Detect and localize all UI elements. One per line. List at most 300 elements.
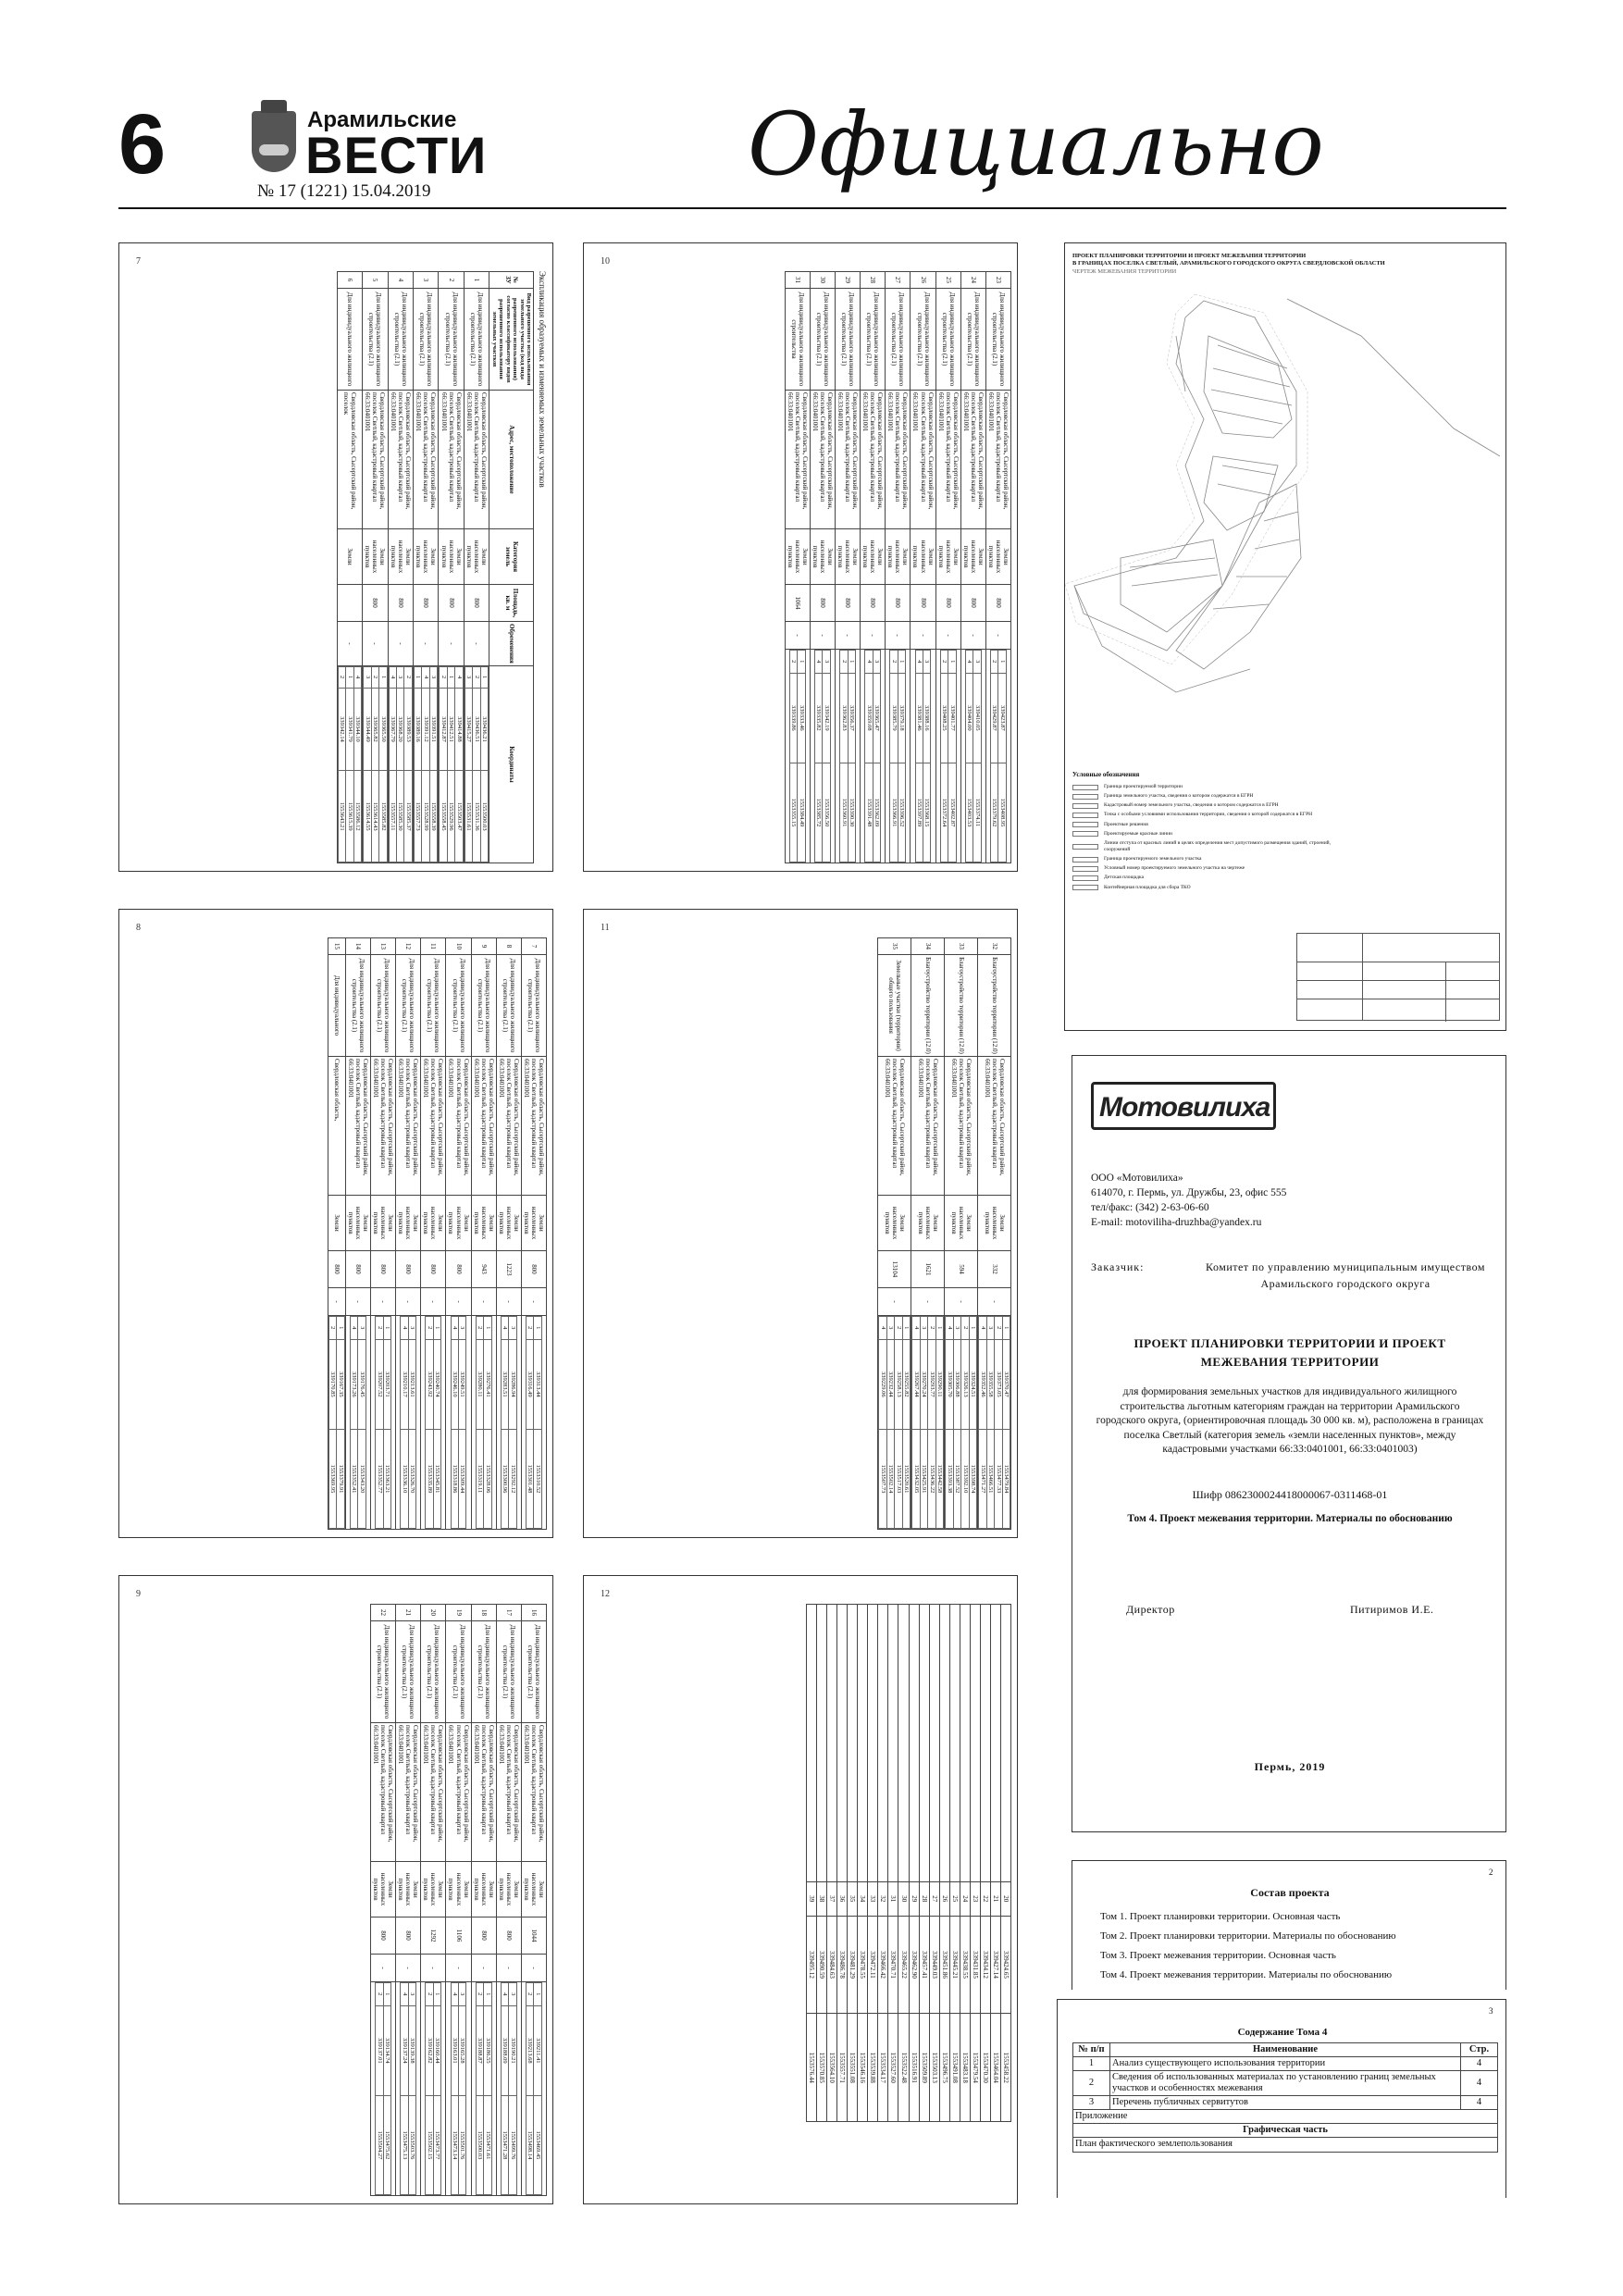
plot-use: Для индивидуального жилищного строительства (2.1) <box>464 289 489 391</box>
coat-of-arms-icon <box>252 111 296 172</box>
point-number: 2 <box>990 651 997 674</box>
point-number: 2 <box>526 1317 533 1340</box>
coordinate-row <box>960 1605 970 2122</box>
coordinates-subtable <box>451 1316 467 1529</box>
plot-address: Свердловская область, Сысертский район, поселок Светлый, кадастровый квартал 66:33:0401001 <box>886 391 911 529</box>
map-legend <box>1072 784 1350 894</box>
map-sheet <box>1064 242 1506 1031</box>
plot-coordinates <box>836 650 861 863</box>
table-row <box>496 1605 521 2196</box>
legend-swatch-icon <box>1072 857 1098 863</box>
x-coordinate: 339243.92 <box>426 1339 433 1429</box>
x-coordinate: 339249.51 <box>459 1339 466 1429</box>
y-coordinate: 1553586.12 <box>353 771 361 863</box>
coordinate-row <box>848 1605 858 2122</box>
x-coordinate: 339472.11 <box>868 1916 878 2014</box>
plot-coordinates <box>471 1982 496 2196</box>
contents-item: Том 2. Проект планировки территории. Материалы по обоснованию <box>1100 1930 1396 1942</box>
plot-category: Земли населенных пунктов <box>836 529 861 585</box>
point-number: 2 <box>895 1317 902 1340</box>
x-coordinate: 339436.21 <box>480 688 488 771</box>
y-coordinate: 1553517.03 <box>895 1429 902 1528</box>
plot-encumbrance: - <box>396 1288 421 1316</box>
coordinate-row <box>401 1317 408 1529</box>
coordinate-row <box>1000 1605 1010 2122</box>
coordinate-row <box>459 1317 466 1529</box>
coordinates-subtable <box>889 650 906 863</box>
x-coordinate: 339449.03 <box>929 1916 939 2014</box>
y-coordinate: 1553551.08 <box>848 2014 858 2122</box>
point-number: 1 <box>998 651 1006 674</box>
empty-cell <box>919 1605 929 1882</box>
y-coordinate: 1553362.09 <box>873 763 880 862</box>
table-header-cell: Площадь, кв. м <box>489 585 534 622</box>
legend-swatch-icon <box>1072 866 1098 872</box>
company-logo <box>1091 1082 1276 1130</box>
plot-address: Свердловская область, <box>328 1057 345 1196</box>
point-number: 4 <box>965 651 973 674</box>
plot-address: Свердловская область, Сысертский район, поселок Светлый, кадастровый квартал 66:33:0401001 <box>421 1723 446 1862</box>
plot-coordinates <box>960 650 985 863</box>
coordinate-row <box>823 651 830 863</box>
coordinate-row <box>408 1317 415 1529</box>
y-coordinate: 1553502.15 <box>426 2095 433 2194</box>
contents-item: Том 4. Проект межевания территории. Материалы по обоснованию <box>1100 1968 1393 1980</box>
toc-name: Перечень публичных сервитутов <box>1110 2096 1461 2110</box>
point-number: 1 <box>480 666 488 688</box>
plot-encumbrance: - <box>496 1955 521 1982</box>
toc-table <box>1072 2042 1498 2153</box>
y-coordinate: 1553546.16 <box>858 2014 868 2122</box>
plot-address: Свердловская область, Сысертский район, поселок Светлый, кадастровый квартал 66:33:0401001 <box>396 1723 421 1862</box>
plot-use: Для индивидуального жилищного строительства (2.1) <box>371 1621 396 1723</box>
plot-coordinates <box>396 1316 421 1530</box>
coordinate-row <box>953 1317 960 1529</box>
plot-encumbrance: - <box>836 622 861 650</box>
plot-address: Свердловская область, Сысертский район, поселок Светлый, кадастровый квартал 66:33:0401001 <box>446 1723 471 1862</box>
coordinate-row <box>358 1317 365 1529</box>
x-coordinate: 339385.79 <box>890 673 898 763</box>
plot-encumbrance: - <box>388 622 413 666</box>
y-coordinate: 1553309.44 <box>459 1429 466 1528</box>
plot-address: Свердловская область, Сысертский район, поселок Светлый, кадастровый квартал 66:33:0401001 <box>836 391 861 529</box>
coordinate-row <box>426 1317 433 1529</box>
y-coordinate: 1553442.58 <box>935 1429 943 1528</box>
point-number: 4 <box>501 1317 508 1340</box>
coordinate-row <box>949 1605 960 2122</box>
toc-row <box>1073 2071 1498 2096</box>
company-email: E-mail: motoviliha-druzhba@yandex.ru <box>1091 1217 1262 1228</box>
legend-item <box>1072 793 1350 800</box>
y-coordinate: 1553470.30 <box>980 2014 990 2122</box>
point-number: 4 <box>912 1317 920 1340</box>
plot-coordinates <box>345 1316 370 1530</box>
scan-page-11 <box>583 909 1018 1538</box>
plot-coordinates <box>471 1316 496 1530</box>
plot-coordinates <box>945 1316 978 1530</box>
table-row <box>396 938 421 1530</box>
empty-cell <box>827 1605 837 1882</box>
x-coordinate: 339356.37 <box>848 673 855 763</box>
empty-cell <box>929 1605 939 1882</box>
coordinate-row <box>928 1317 935 1529</box>
y-coordinate: 1553301.48 <box>526 1429 533 1528</box>
plot-encumbrance: - <box>521 1288 546 1316</box>
plot-number: 29 <box>836 272 861 289</box>
coordinate-row <box>873 651 880 863</box>
doc-volume: Том 4. Проект межевания территории. Материалы по обоснованию <box>1127 1513 1453 1524</box>
plot-use: Для индивидуального жилищного строительства (2.1) <box>836 289 861 391</box>
legend-item <box>1072 802 1350 809</box>
toc-page: 4 <box>1461 2071 1498 2096</box>
table-row <box>521 1605 546 2196</box>
x-coordinate: 339139.38 <box>408 2005 415 2095</box>
y-coordinate: 1553379.91 <box>337 1429 344 1528</box>
newspaper-logo <box>250 100 488 192</box>
toc-page: 4 <box>1461 2057 1498 2071</box>
plot-area <box>337 585 362 622</box>
plot-area: 1223 <box>496 1251 521 1288</box>
empty-cell <box>858 1605 868 1882</box>
plot-category: Земли населенных пунктов <box>861 529 886 585</box>
point-number: 2 <box>338 666 345 688</box>
coordinate-row <box>426 1983 433 2195</box>
x-coordinate: 339160.44 <box>433 2005 440 2095</box>
plot-coordinates <box>396 1982 421 2196</box>
plot-address: Свердловская область, Сысертский район, поселок Светлый, кадастровый квартал 66:33:0401001 <box>861 391 886 529</box>
plot-number: 9 <box>471 938 496 955</box>
x-coordinate: 339438.55 <box>960 1916 970 2014</box>
point-number: 2 <box>440 666 447 688</box>
x-coordinate: 339391.51 <box>429 688 437 771</box>
coordinate-row <box>455 666 463 862</box>
y-coordinate: 1553615.39 <box>346 771 353 863</box>
legend-item <box>1072 812 1350 818</box>
coordinates-subtable <box>375 1982 391 2195</box>
coordinate-row <box>935 1317 943 1529</box>
plot-use: Для индивидуального жилищного строительства (2.1) <box>521 955 546 1057</box>
plot-address: Свердловская область, Сысертский район, поселок Светлый, кадастровый квартал 66:33:0401001 <box>935 391 960 529</box>
y-coordinate: 1553360.91 <box>840 763 848 862</box>
x-coordinate: 339176.45 <box>358 1339 365 1429</box>
scan-page-number: 7 <box>136 256 141 267</box>
legend-item <box>1072 885 1350 891</box>
map-title-line: В ГРАНИЦАХ ПОСЕЛКА СВЕТЛЫЙ, АРАМИЛЬСКОГО ГОРОДСКОГО ОКРУГА СВЕРДЛОВСКОЙ ОБЛАСТИ <box>1072 260 1385 267</box>
plot-category: Земли населенных пунктов <box>521 1862 546 1917</box>
x-coordinate: 339370.47 <box>1002 1339 1010 1429</box>
x-coordinate: 339484.63 <box>827 1916 837 2014</box>
plot-area: 800 <box>396 1917 421 1955</box>
point-number: 3 <box>459 1983 466 2006</box>
y-coordinate: 1553585.30 <box>397 771 404 863</box>
plot-area: 800 <box>439 585 464 622</box>
y-coordinate: 1553471.61 <box>484 2095 491 2194</box>
legend-swatch-icon <box>1072 785 1098 790</box>
y-coordinate: 1553425.91 <box>920 1429 927 1528</box>
point-number: 1 <box>383 1317 390 1340</box>
plot-category: Земли населенных пунктов <box>363 529 388 585</box>
table-row <box>978 938 1011 1530</box>
x-coordinate: 339188.09 <box>501 2005 508 2095</box>
plot-encumbrance: - <box>421 1955 446 1982</box>
y-coordinate: 1553471.27 <box>979 1429 986 1528</box>
plot-use: Благоустройство территории (12.0) <box>945 955 978 1057</box>
legend-label: Контейнерная площадка для сбора ТКО <box>1104 884 1191 890</box>
toc-page: 4 <box>1461 2096 1498 2110</box>
contents-item: Том 1. Проект планировки территории. Основная часть <box>1100 1911 1341 1922</box>
point-number: 1 <box>534 1317 541 1340</box>
point-number: 1 <box>447 666 454 688</box>
table-row <box>911 938 945 1530</box>
plot-use: Для индивидуального жилищного строительства (2.1) <box>496 1621 521 1723</box>
point-number: 1 <box>848 651 855 674</box>
coordinate-row <box>840 651 848 863</box>
point-number: 3 <box>364 666 371 688</box>
table-title: Экспликация образуемых и изменяемых земельных участков <box>538 271 547 488</box>
doc-title-line-1: ПРОЕКТ ПЛАНИРОВКИ ТЕРРИТОРИИ И ПРОЕКТ <box>1134 1336 1446 1350</box>
coordinate-row <box>328 1317 336 1529</box>
plot-encumbrance: - <box>446 1288 471 1316</box>
table-header-cell: Обременения <box>489 622 534 666</box>
toc-plan: План фактического землепользования <box>1073 2138 1498 2152</box>
plot-area: 800 <box>371 1251 396 1288</box>
point-number: 32 <box>878 1882 888 1917</box>
coordinate-row <box>397 666 404 862</box>
table-row <box>810 272 835 863</box>
x-coordinate: 339137.01 <box>376 2005 383 2095</box>
toc-graphic-row <box>1073 2124 1498 2138</box>
plot-area: 1106 <box>446 1917 471 1955</box>
y-coordinate: 1553507.73 <box>879 1429 886 1528</box>
y-coordinate: 1553396.52 <box>898 763 905 862</box>
plot-coordinates <box>413 665 438 863</box>
coordinates-subtable <box>839 650 856 863</box>
plot-coordinates <box>886 650 911 863</box>
y-coordinate: 1553520.61 <box>902 1429 910 1528</box>
plot-area: 800 <box>985 585 1010 622</box>
x-coordinate: 339434.12 <box>980 1916 990 2014</box>
point-number: 4 <box>915 651 923 674</box>
plot-area: 13104 <box>878 1251 911 1288</box>
point-number: 1 <box>414 666 421 688</box>
x-coordinate: 339388.16 <box>923 673 931 763</box>
coordinate-row <box>837 1605 848 2122</box>
point-number: 38 <box>817 1882 827 1917</box>
plot-encumbrance: - <box>945 1288 978 1316</box>
coordinates-subtable <box>439 666 463 863</box>
table-row <box>985 272 1010 863</box>
table-row <box>371 938 396 1530</box>
coordinate-row <box>526 1983 533 2195</box>
y-coordinate: 1553408.95 <box>998 763 1006 862</box>
y-coordinate: 1553503.47 <box>455 771 463 863</box>
x-coordinate: 339365.50 <box>379 688 387 771</box>
coordinate-row <box>404 666 412 862</box>
plot-encumbrance: - <box>985 622 1010 650</box>
x-coordinate: 339478.55 <box>858 1916 868 2014</box>
plot-address: Свердловская область, Сысертский район, поселок Светлый, кадастровый квартал 66:33:0401001 <box>496 1057 521 1196</box>
x-coordinate: 339404.00 <box>965 673 973 763</box>
plot-area: 1621 <box>911 1251 945 1288</box>
toc-header-row <box>1073 2043 1498 2057</box>
map-subtitle: ЧЕРТЕЖ МЕЖЕВАНИЯ ТЕРРИТОРИИ <box>1072 267 1177 275</box>
point-number: 1 <box>379 666 387 688</box>
plot-address: Свердловская область, Сысертский район, поселок Светлый, кадастровый квартал 66:33:0401001 <box>345 1057 370 1196</box>
point-number: 4 <box>455 666 463 688</box>
y-coordinate: 1553491.08 <box>949 2014 960 2122</box>
y-coordinate: 1553539.88 <box>868 2014 878 2122</box>
plot-area: 1064 <box>785 585 810 622</box>
plot-number: 5 <box>363 272 388 289</box>
plot-encumbrance: - <box>421 1288 446 1316</box>
point-number: 4 <box>350 1317 357 1340</box>
x-coordinate: 339342.14 <box>338 688 345 771</box>
point-number: 2 <box>426 1317 433 1340</box>
coordinates-subtable <box>400 1982 416 2195</box>
plot-address: Свердловская область, Сысертский район, поселок Светлый, кадастровый квартал 66:33:0401001 <box>439 391 464 529</box>
toc-name: Анализ существующего использования территории <box>1110 2057 1461 2071</box>
y-coordinate: 1553328.06 <box>484 1429 491 1528</box>
point-number: 3 <box>509 1983 516 2006</box>
point-number: 1 <box>902 1317 910 1340</box>
x-coordinate: 339163.01 <box>451 2005 458 2095</box>
point-number: 2 <box>995 1317 1002 1340</box>
x-coordinate: 339431.85 <box>970 1916 980 2014</box>
coordinates-subtable <box>400 1316 416 1529</box>
plot-use: Для индивидуального жилищного строительства (2.1) <box>446 955 471 1057</box>
plot-address: Свердловская область, Сысертский район, поселок Светлый, кадастровый квартал 66:33:0401001 <box>371 1057 396 1196</box>
y-coordinate: 1553564.10 <box>827 2014 837 2122</box>
coordinate-row <box>827 1605 837 2122</box>
coordinate-row <box>878 1605 888 2122</box>
x-coordinate: 339283.51 <box>501 1339 508 1429</box>
coordinate-row <box>948 651 956 863</box>
plot-address: Свердловская область, Сысертский район, поселок Светлый, кадастровый квартал 66:33:0401001 <box>464 391 489 529</box>
coordinate-row <box>376 1983 383 2195</box>
logo-subtitle: Арамильские <box>307 107 457 132</box>
point-number: 4 <box>401 1317 408 1340</box>
x-coordinate: 339167.35 <box>337 1339 344 1429</box>
x-coordinate: 339457.41 <box>919 1916 929 2014</box>
y-coordinate: 1553387.52 <box>953 1429 960 1528</box>
plot-area: 800 <box>345 1251 370 1288</box>
x-coordinate: 339381.46 <box>915 673 923 763</box>
legend-label: Граница земельного участка, сведения о котором содержатся в ЕГРН <box>1104 793 1254 800</box>
plot-category: Земли населенных пунктов <box>471 1862 496 1917</box>
coordinate-row <box>990 1605 1000 2122</box>
y-coordinate: 1553368.15 <box>923 763 931 862</box>
scan-page-7 <box>118 242 553 872</box>
coordinate-row <box>433 1317 440 1529</box>
plot-encumbrance: - <box>960 622 985 650</box>
plot-encumbrance: - <box>328 1288 345 1316</box>
plot-coordinates <box>446 1982 471 2196</box>
plot-encumbrance: - <box>521 1955 546 1982</box>
plot-encumbrance: - <box>471 1288 496 1316</box>
y-coordinate: 1553372.64 <box>940 763 948 862</box>
coordinates-subtable <box>338 666 362 863</box>
toc-row <box>1073 2057 1498 2071</box>
plot-use: Для индивидуального жилищного строительства (2.1) <box>396 955 421 1057</box>
plot-encumbrance: - <box>886 622 911 650</box>
x-coordinate: 339258.13 <box>895 1339 902 1429</box>
x-coordinate: 339316.49 <box>526 1339 533 1429</box>
plot-encumbrance: - <box>810 622 835 650</box>
empty-cell <box>888 1605 898 1882</box>
scan-page-9 <box>118 1575 553 2204</box>
point-number: 4 <box>865 651 873 674</box>
point-number: 3 <box>823 651 830 674</box>
y-coordinate: 1553310.52 <box>534 1429 541 1528</box>
y-coordinate: 1553473.14 <box>451 2095 458 2194</box>
issue-info: № 17 (1221) 15.04.2019 <box>257 181 431 201</box>
y-coordinate: 1553352.41 <box>350 1429 357 1528</box>
plot-area: 800 <box>960 585 985 622</box>
plot-use: Для индивидуального жилищного строительства (2.1) <box>911 289 935 391</box>
point-number: 3 <box>920 1317 927 1340</box>
toc-col-page: Стр. <box>1461 2043 1498 2057</box>
x-coordinate: 339162.82 <box>426 2005 433 2095</box>
scan-page-number: 10 <box>601 256 610 267</box>
plot-number: 14 <box>345 938 370 955</box>
point-number: 1 <box>948 651 956 674</box>
plot-use: Для индивидуального жилищного строительства (2.1) <box>413 289 438 391</box>
y-coordinate: 1553557.71 <box>837 2014 848 2122</box>
legend-label: Линии отступа от красных линий в целях определения мест допустимого размещения зданий, строений, сооружений <box>1104 839 1331 852</box>
coordinate-row <box>534 1317 541 1529</box>
coordinate-row <box>473 666 480 862</box>
table-row <box>935 272 960 863</box>
plot-address: Свердловская область, Сысертский район, поселок Светлый, кадастровый квартал 66:33:0401001 <box>911 1057 945 1196</box>
x-coordinate: 339373.05 <box>995 1339 1002 1429</box>
x-coordinate: 339188.87 <box>476 2005 483 2095</box>
x-coordinate: 339470.71 <box>888 1916 898 2014</box>
x-coordinate: 339389.53 <box>404 688 412 771</box>
plot-area: 800 <box>886 585 911 622</box>
logo-title: ВЕСТИ <box>305 126 488 184</box>
point-number: 37 <box>827 1882 837 1917</box>
coordinates-subtable <box>501 1982 517 2195</box>
coordinate-row <box>389 666 396 862</box>
point-number: 33 <box>868 1882 878 1917</box>
point-number: 23 <box>970 1882 980 1917</box>
table-row <box>886 272 911 863</box>
plot-number: 18 <box>471 1605 496 1621</box>
toc-col-n: № п/п <box>1073 2043 1110 2057</box>
point-number: 28 <box>919 1882 929 1917</box>
plot-encumbrance: - <box>371 1288 396 1316</box>
coordinates-subtable <box>414 666 438 863</box>
empty-cell <box>949 1605 960 1882</box>
plot-category: Земли населенных пунктов <box>878 1196 911 1251</box>
y-coordinate: 1553479.54 <box>970 2014 980 2122</box>
toc-row <box>1073 2096 1498 2110</box>
legend-swatch-icon <box>1072 831 1098 837</box>
point-number: 24 <box>960 1882 970 1917</box>
plot-coordinates <box>978 1316 1011 1530</box>
legend-item <box>1072 840 1350 853</box>
coordinate-row <box>509 1983 516 2195</box>
plot-area: 594 <box>945 1251 978 1288</box>
x-coordinate: 339333.46 <box>798 673 805 763</box>
point-number: 2 <box>526 1983 533 2006</box>
coordinate-row <box>939 1605 949 2122</box>
rotated-table-wrapper <box>806 1604 1011 2122</box>
toc-page-number: 3 <box>1489 2006 1493 2016</box>
plot-coordinates <box>878 1316 911 1530</box>
empty-cell <box>898 1605 909 1882</box>
plot-coordinates <box>337 665 362 863</box>
